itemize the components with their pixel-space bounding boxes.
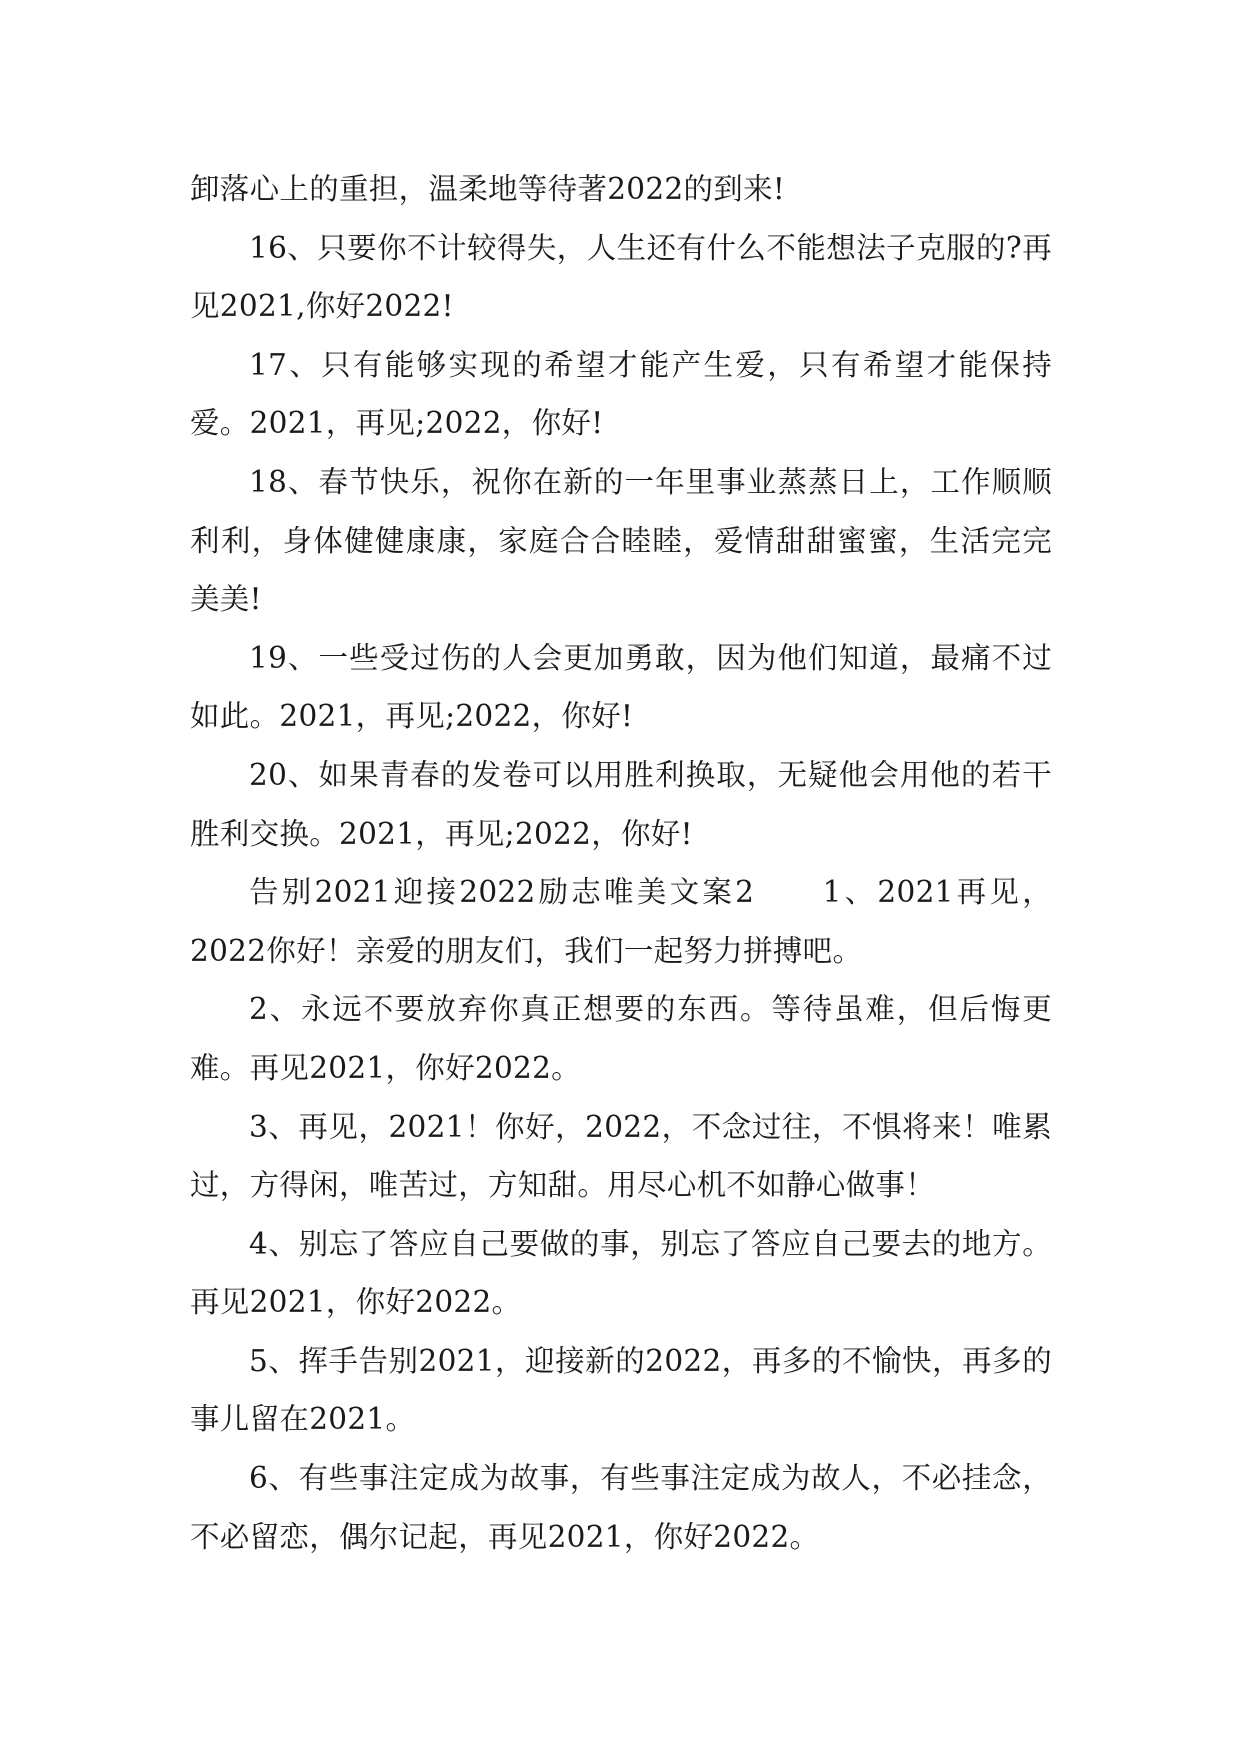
paragraph-item-19: 19、一些受过伤的人会更加勇敢，因为他们知道，最痛不过如此。2021，再见;2022，你好! xyxy=(190,640,1052,734)
paragraph-item-20: 20、如果青春的发卷可以用胜利换取，无疑他会用他的若干胜利交换。2021，再见;2022，你好! xyxy=(190,757,1052,851)
section-heading-with-item-1: 告别2021迎接2022励志唯美文案2 1、2021再见，2022你好！亲爱的朋友们，我们一起努力拼搏吧。 xyxy=(190,875,1052,968)
paragraph-item-5: 5、挥手告别2021，迎接新的2022，再多的不愉快，再多的事儿留在2021。 xyxy=(190,1343,1052,1437)
paragraph-item-6: 6、有些事注定成为故事，有些事注定成为故人，不必挂念，不必留恋，偶尔记起，再见2021，你好2022。 xyxy=(190,1461,1052,1554)
document-body xyxy=(190,160,1052,1566)
paragraph-item-16: 16、只要你不计较得失，人生还有什么不能想法子克服的?再见2021,你好2022! xyxy=(190,230,1052,324)
paragraph-item-18: 18、春节快乐，祝你在新的一年里事业蒸蒸日上，工作顺顺利利，身体健健康康，家庭合合睦睦，爱情甜甜蜜蜜，生活完完美美! xyxy=(190,464,1052,617)
paragraph-item-4: 4、别忘了答应自己要做的事，别忘了答应自己要去的地方。再见2021，你好2022。 xyxy=(190,1226,1052,1320)
paragraph-item-2: 2、永远不要放弃你真正想要的东西。等待虽难，但后悔更难。再见2021，你好2022。 xyxy=(190,992,1052,1085)
paragraph-continuation: 卸落心上的重担，温柔地等待著2022的到来! xyxy=(190,172,786,206)
paragraph-item-3: 3、再见，2021！你好，2022，不念过往，不惧将来！唯累过，方得闲，唯苦过，方知甜。用尽心机不如静心做事！ xyxy=(190,1109,1052,1203)
paragraph-item-17: 17、只有能够实现的希望才能产生爱，只有希望才能保持爱。2021，再见;2022，你好! xyxy=(190,347,1052,441)
